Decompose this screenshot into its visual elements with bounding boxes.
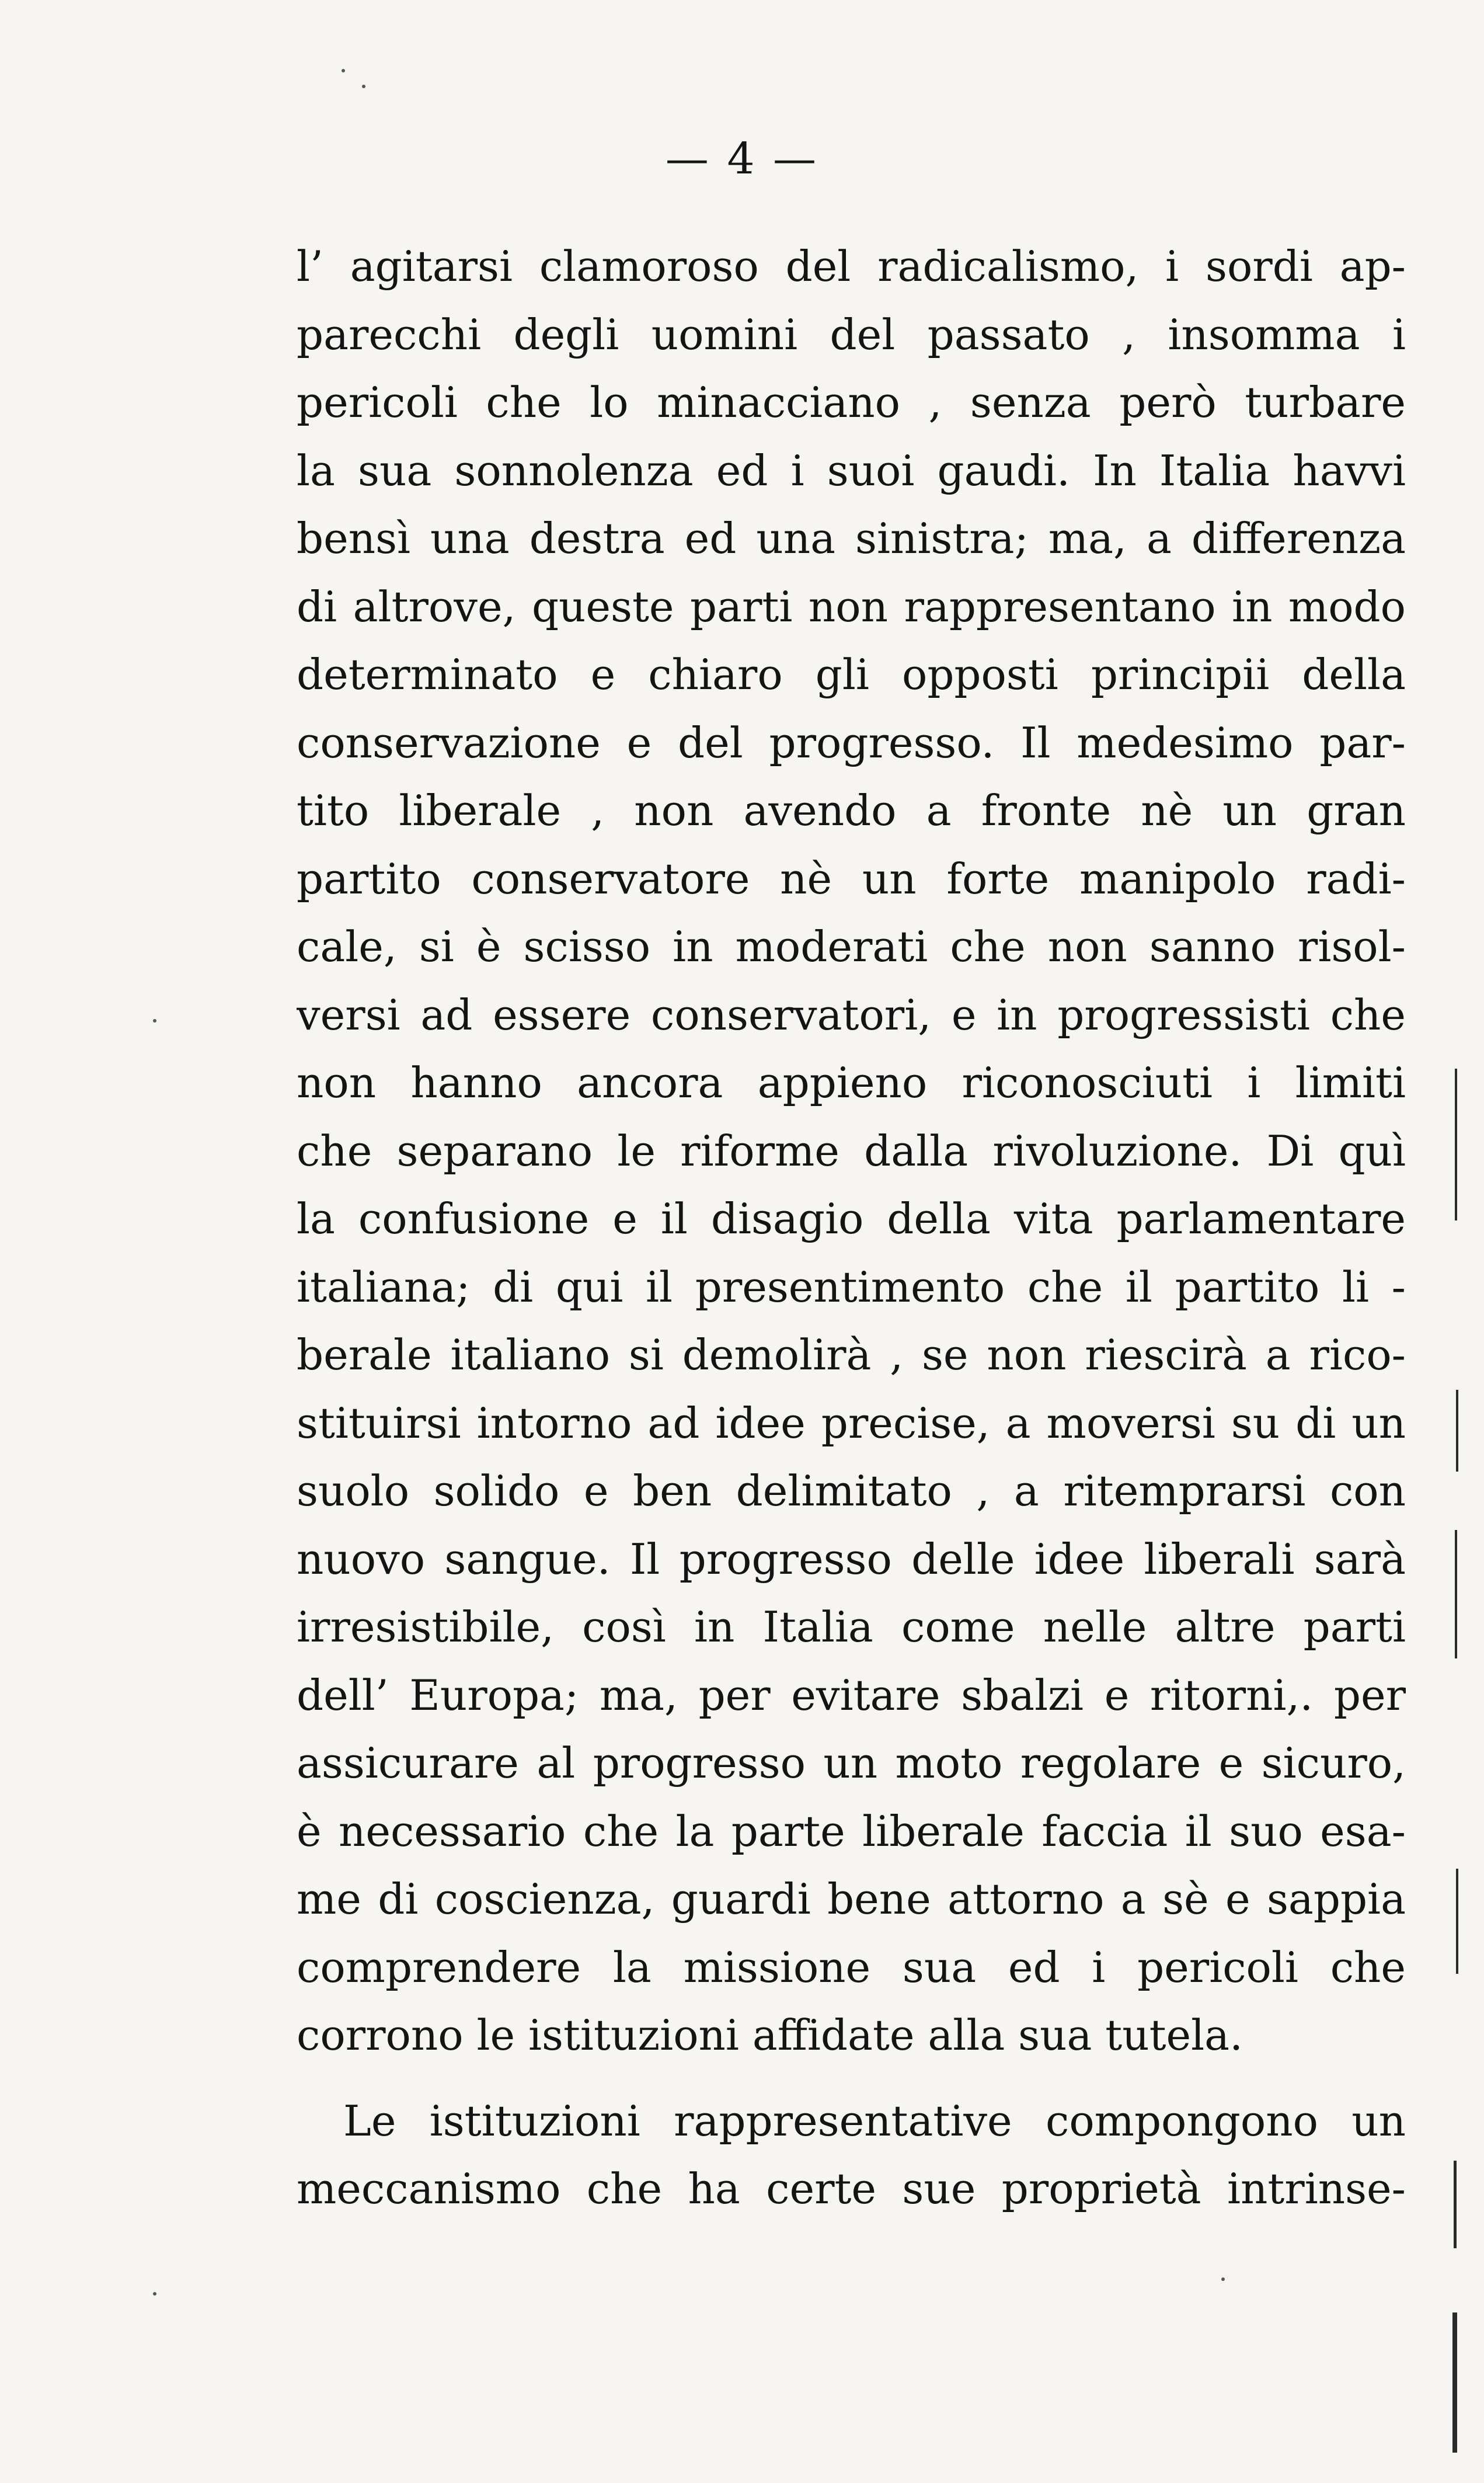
text-line: me di coscienza, guardi bene attorno a sè e sappia xyxy=(297,1875,1406,1924)
text-line: la sua sonnolenza ed i suoi gaudi. In Italia havvi xyxy=(297,446,1406,495)
body-text xyxy=(297,232,1406,2223)
scan-speck xyxy=(153,2292,156,2296)
scan-edge-mark xyxy=(1456,1869,1458,1974)
text-line: dell’ Europa; ma, per evitare sbalzi e ritorni,. per xyxy=(297,1670,1406,1720)
text-line: corrono le istituzioni affidate alla sua tutela. xyxy=(297,2011,1243,2060)
text-line: versi ad essere conservatori, e in progressisti che xyxy=(297,990,1406,1039)
text-line: nuovo sangue. Il progresso delle idee liberali sarà xyxy=(297,1534,1406,1584)
text-line: che separano le riforme dalla rivoluzione. Di quì xyxy=(297,1126,1406,1176)
text-line: stituirsi intorno ad idee precise, a moversi su di un xyxy=(297,1398,1406,1448)
scan-speck xyxy=(342,69,345,72)
page-number: — 4 — xyxy=(665,134,819,184)
text-line: parecchi degli uomini del passato , insomma i xyxy=(297,309,1406,359)
scan-edge-mark xyxy=(1455,1069,1457,1220)
text-line: irresistibile, così in Italia come nelle altre parti xyxy=(297,1602,1406,1651)
paragraph-1 xyxy=(297,232,1406,2070)
scan-edge-mark xyxy=(1456,1390,1458,1472)
paragraph-gap xyxy=(297,2070,1406,2087)
text-line: assicurare al progresso un moto regolare e sicuro, xyxy=(297,1738,1406,1788)
text-line: è necessario che la parte liberale faccia il suo esa- xyxy=(297,1806,1406,1856)
scan-edge-mark xyxy=(1455,1530,1457,1658)
text-line: l’ agitarsi clamoroso del radicalismo, i sordi ap- xyxy=(297,242,1406,291)
text-line: di altrove, queste parti non rappresentano in modo xyxy=(297,582,1406,631)
paragraph-2 xyxy=(297,2087,1406,2223)
text-line: partito conservatore nè un forte manipolo radi- xyxy=(297,854,1406,903)
text-line: Le istituzioni rappresentative compongono un xyxy=(343,2096,1406,2145)
text-line: italiana; di qui il presentimento che il partito li - xyxy=(297,1262,1406,1312)
scan-edge-mark xyxy=(1452,2312,1457,2453)
text-line: comprendere la missione sua ed i pericoli che xyxy=(297,1942,1406,1992)
text-line: suolo solido e ben delimitato , a ritemprarsi con xyxy=(297,1466,1406,1515)
text-line: conservazione e del progresso. Il medesimo par- xyxy=(297,718,1406,767)
text-line: la confusione e il disagio della vita parlamentare xyxy=(297,1194,1406,1243)
text-line: non hanno ancora appieno riconosciuti i limiti xyxy=(297,1058,1406,1107)
text-line: meccanismo che ha certe sue proprietà intrinse- xyxy=(297,2164,1406,2213)
scan-speck xyxy=(1221,2277,1225,2281)
text-line: berale italiano si demolirà , se non riescirà a rico- xyxy=(297,1330,1406,1379)
scan-edge-mark xyxy=(1454,2161,1457,2248)
scan-speck xyxy=(362,85,365,88)
text-line: cale, si è scisso in moderati che non sanno risol- xyxy=(297,922,1406,971)
scan-speck xyxy=(153,1019,156,1023)
text-line: tito liberale , non avendo a fronte nè un gran xyxy=(297,786,1406,835)
text-line: pericoli che lo minacciano , senza però turbare xyxy=(297,378,1406,427)
text-line: determinato e chiaro gli opposti principii della xyxy=(297,650,1406,699)
text-line: bensì una destra ed una sinistra; ma, a differenza xyxy=(297,514,1406,563)
